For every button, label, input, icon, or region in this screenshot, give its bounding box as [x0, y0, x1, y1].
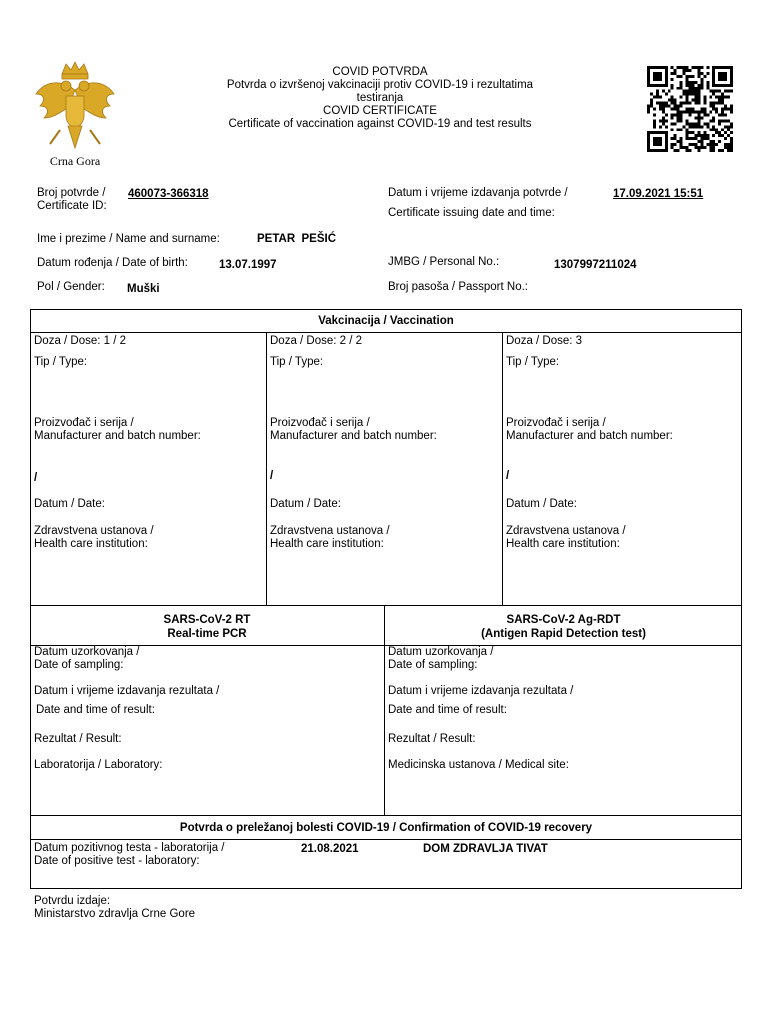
rdt-result-label: Rezultat / Result:	[388, 733, 476, 745]
rdt-medical-site-label: Medicinska ustanova / Medical site:	[388, 759, 569, 771]
coat-of-arms-icon	[30, 60, 120, 155]
dose-2-manufacturer-label: Proizvođač i serija / Manufacturer and batch number:	[270, 417, 437, 442]
qr-code-icon	[645, 66, 735, 152]
divider	[502, 332, 503, 606]
cert-id-value: 460073-366318	[128, 188, 209, 200]
dose-2-manufacturer-value: /	[270, 470, 274, 482]
jmbg-label: JMBG / Personal No.:	[388, 256, 500, 268]
divider	[30, 839, 742, 840]
rdt-result-date-label-en: Date and time of result:	[388, 704, 507, 716]
issue-date-value: 17.09.2021 15:51	[613, 188, 704, 200]
name-label: Ime i prezime / Name and surname:	[37, 233, 220, 245]
issuer-name: Ministarstvo zdravlja Crne Gore	[34, 908, 196, 920]
issue-date-label: Datum i vrijeme izdavanja potvrde /	[388, 187, 568, 199]
dob-value: 13.07.1997	[219, 259, 277, 271]
pcr-sampling-label: Datum uzorkovanja / Date of sampling:	[34, 646, 140, 671]
document-header	[200, 66, 560, 131]
dose-1-manufacturer-label: Proizvođač i serija / Manufacturer and batch number:	[34, 417, 201, 442]
dose-3-manufacturer-label: Proizvođač i serija / Manufacturer and batch number:	[506, 417, 673, 442]
cert-id-label: Broj potvrde / Certificate ID:	[37, 187, 107, 212]
certificate-table	[30, 309, 742, 889]
issuer	[34, 895, 195, 921]
header-subtitle-cont: testiranja	[356, 92, 404, 104]
dose-1-type-label: Tip / Type:	[34, 356, 88, 368]
header-title-en: COVID CERTIFICATE	[323, 105, 437, 117]
dose-2-institution-label: Zdravstvena ustanova / Health care institution:	[270, 525, 390, 550]
dose-1-label: Doza / Dose: 1 / 2	[34, 335, 127, 347]
issuer-label: Potvrdu izdaje:	[34, 895, 111, 907]
pcr-laboratory-label: Laboratorija / Laboratory:	[34, 759, 163, 771]
rdt-result-date-label: Datum i vrijeme izdavanja rezultata /	[388, 685, 574, 697]
header-title: COVID POTVRDA	[332, 66, 428, 78]
rdt-title: SARS-CoV-2 Ag-RDT (Antigen Rapid Detection test)	[481, 614, 646, 640]
dose-2-label: Doza / Dose: 2 / 2	[270, 335, 363, 347]
pcr-title: SARS-CoV-2 RT Real-time PCR	[163, 614, 251, 640]
name-value: PETAR PEŠIĆ	[257, 233, 337, 245]
rdt-sampling-label: Datum uzorkovanja / Date of sampling:	[388, 646, 494, 671]
dose-2-type-label: Tip / Type:	[270, 356, 324, 368]
gender-value: Muški	[127, 283, 160, 295]
divider	[266, 332, 267, 606]
dose-3-institution-label: Zdravstvena ustanova / Health care institution:	[506, 525, 626, 550]
coat-of-arms-logo	[30, 60, 120, 170]
dose-1-date-label: Datum / Date:	[34, 498, 105, 510]
header-subtitle-en: Certificate of vaccination against COVID-19 and test results	[228, 118, 532, 130]
gender-label: Pol / Gender:	[37, 281, 105, 293]
dose-3-type-label: Tip / Type:	[506, 356, 560, 368]
divider	[30, 332, 742, 333]
recovery-label: Datum pozitivnog testa - laboratorija / Date of positive test - laboratory:	[34, 842, 225, 867]
pcr-result-label: Rezultat / Result:	[34, 733, 122, 745]
recovery-date-value: 21.08.2021	[301, 843, 359, 855]
issue-date-label-en: Certificate issuing date and time:	[388, 207, 555, 219]
divider	[30, 815, 742, 816]
jmbg-value: 1307997211024	[554, 259, 637, 271]
pcr-result-date-label-en: Date and time of result:	[36, 704, 155, 716]
logo-caption: Crna Gora	[49, 154, 101, 168]
dose-2-date-label: Datum / Date:	[270, 498, 341, 510]
recovery-title: Potvrda o preležanoj bolesti COVID-19 / Confirmation of COVID-19 recovery	[179, 822, 593, 834]
recovery-lab-value: DOM ZDRAVLJA TIVAT	[423, 843, 548, 855]
divider	[30, 605, 742, 606]
dose-3-label: Doza / Dose: 3	[506, 335, 583, 347]
pcr-result-date-label: Datum i vrijeme izdavanja rezultata /	[34, 685, 220, 697]
dob-label: Datum rođenja / Date of birth:	[37, 257, 188, 269]
header-subtitle: Potvrda o izvršenoj vakcinaciji protiv COVID-19 i rezultatima	[226, 79, 534, 91]
dose-1-institution-label: Zdravstvena ustanova / Health care institution:	[34, 525, 154, 550]
dose-3-manufacturer-value: /	[506, 470, 510, 482]
passport-label: Broj pasoša / Passport No.:	[388, 281, 528, 293]
dose-3-date-label: Datum / Date:	[506, 498, 577, 510]
vaccination-title: Vakcinacija / Vaccination	[318, 315, 454, 327]
dose-1-manufacturer-value: /	[34, 472, 38, 484]
